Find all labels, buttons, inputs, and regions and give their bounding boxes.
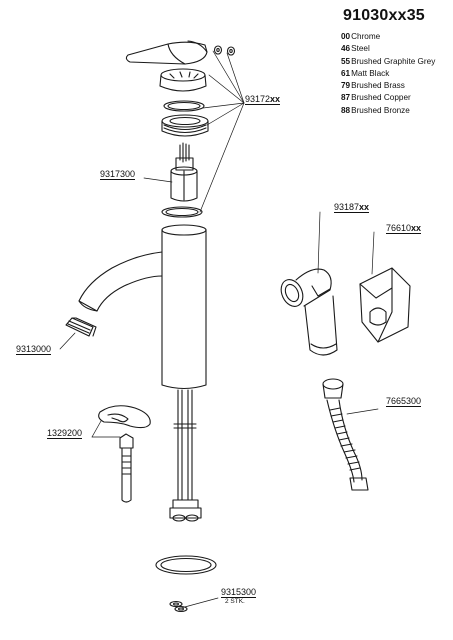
fixing-plate <box>99 406 151 428</box>
finish-item <box>341 31 435 43</box>
finish-name: Steel <box>351 44 370 54</box>
finish-code: 61 <box>341 68 351 78</box>
finish-name: Brushed Graphite Grey <box>351 56 436 66</box>
finish-code: 88 <box>341 105 351 115</box>
quantity-note: 2 STK. <box>225 598 245 605</box>
part-number: 93172 <box>245 94 271 104</box>
finish-name: Matt Black <box>351 68 390 78</box>
finish-item <box>341 105 435 117</box>
part-number: 7665300 <box>386 396 422 406</box>
part-suffix: xx <box>411 223 422 233</box>
finish-code: 46 <box>341 44 351 54</box>
finish-name: Brushed Copper <box>351 93 411 103</box>
finish-code: 00 <box>341 32 351 41</box>
small-washers <box>170 602 187 612</box>
part-label-hose <box>386 396 421 406</box>
finish-item <box>341 43 435 55</box>
finish-list <box>341 31 435 117</box>
part-label-cartridge <box>100 169 135 179</box>
part-number: 93187 <box>334 202 360 212</box>
finish-item <box>341 80 435 92</box>
finish-code: 55 <box>341 56 351 66</box>
threaded-stud <box>120 434 133 502</box>
finish-item <box>341 92 435 104</box>
tap-body <box>79 225 206 389</box>
finish-name: Brushed Brass <box>351 81 405 91</box>
o-ring-upper <box>164 101 204 111</box>
aerator <box>66 318 96 336</box>
finish-item <box>341 56 435 68</box>
part-label-handle-set <box>245 94 280 104</box>
part-number: 9317300 <box>100 169 136 179</box>
finish-item <box>341 68 435 80</box>
part-number: 76610 <box>386 223 412 233</box>
finish-code: 87 <box>341 93 351 103</box>
leader-lines <box>60 51 378 608</box>
cartridge <box>171 143 197 201</box>
part-suffix: xx <box>270 94 281 104</box>
base-washer <box>156 556 216 574</box>
handle-cap <box>160 69 206 91</box>
supply-hoses <box>170 390 201 521</box>
finish-code: 79 <box>341 81 351 91</box>
set-screws <box>215 46 235 55</box>
part-label-fixing-plate <box>47 428 82 438</box>
part-label-holder <box>386 223 421 233</box>
part-number: 1329200 <box>47 428 83 438</box>
part-number: 9315300 <box>221 587 257 597</box>
part-number: 9313000 <box>16 344 52 354</box>
threaded-nut <box>162 115 208 136</box>
shower-holder <box>360 268 410 342</box>
hand-shower <box>277 269 337 355</box>
part-label-aerator <box>16 344 51 354</box>
model-number: 91030xx35 <box>343 7 425 24</box>
finish-name: Brushed Bronze <box>351 105 410 115</box>
shower-hose <box>323 379 368 490</box>
finish-name: Chrome <box>351 32 381 41</box>
part-label-washers <box>221 587 256 597</box>
lever-handle <box>126 41 207 64</box>
part-label-hand-shower <box>334 202 369 212</box>
part-suffix: xx <box>359 202 370 212</box>
o-ring-lower <box>162 207 202 217</box>
